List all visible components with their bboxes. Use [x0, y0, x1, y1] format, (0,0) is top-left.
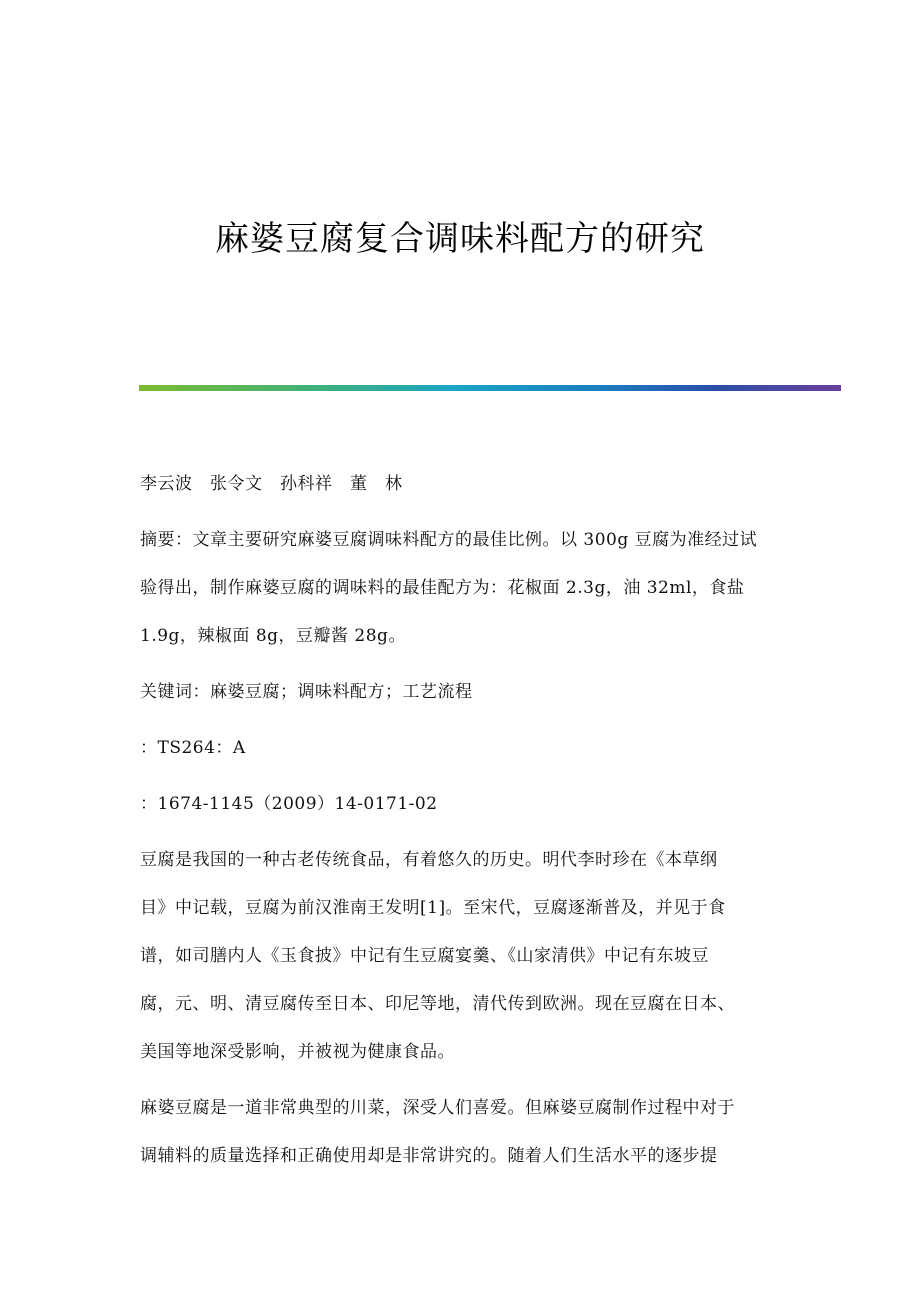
- paragraph1-line-1: 豆腐是我国的一种古老传统食品，有着悠久的历史。明代李时珍在《本草纲: [140, 850, 718, 870]
- paragraph1-line-2: 目》中记载，豆腐为前汉淮南王发明[1]。至宋代，豆腐逐渐普及，并见于食: [140, 898, 726, 918]
- abstract-line-2: 验得出，制作麻婆豆腐的调味料的最佳配方为：花椒面 2.3g，油 32ml，食盐: [140, 578, 745, 598]
- keywords-line: 关键词：麻婆豆腐；调味料配方；工艺流程: [140, 682, 473, 702]
- paragraph2-line-1: 麻婆豆腐是一道非常典型的川菜，深受人们喜爱。但麻婆豆腐制作过程中对于: [140, 1098, 735, 1118]
- document-title: 麻婆豆腐复合调味料配方的研究: [215, 219, 705, 259]
- paragraph2-line-2: 调辅料的质量选择和正确使用却是非常讲究的。随着人们生活水平的逐步提: [140, 1146, 718, 1166]
- paragraph1-line-3: 谱，如司膳内人《玉食披》中记有生豆腐宴羹、《山家清供》中记有东坡豆: [140, 946, 709, 966]
- classification-line: ：TS264：A: [140, 738, 246, 758]
- title-divider: [139, 385, 841, 391]
- paragraph1-line-5: 美国等地深受影响，并被视为健康食品。: [140, 1042, 455, 1062]
- abstract-line-3: 1.9g，辣椒面 8g，豆瓣酱 28g。: [140, 626, 406, 646]
- abstract-line-1: 摘要：文章主要研究麻婆豆腐调味料配方的最佳比例。以 300g 豆腐为准经过试: [140, 530, 758, 550]
- authors-line: 李云波 张令文 孙科祥 董 林: [140, 474, 403, 494]
- paragraph1-line-4: 腐，元、明、清豆腐传至日本、印尼等地，清代传到欧洲。现在豆腐在日本、: [140, 994, 735, 1014]
- article-id-line: ：1674-1145（2009）14-0171-02: [140, 794, 438, 814]
